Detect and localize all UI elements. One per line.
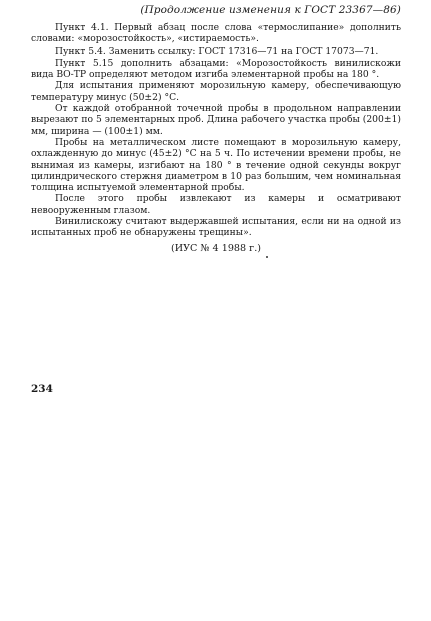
paragraph-samples: От каждой отобранной точечной пробы в продольном направлении вырезают по 5 элементарных проб. Длина рабочего участка пробы (200±1) мм, ширина — (100±1) мм. (31, 103, 401, 137)
paragraph-clause-5-4: Пункт 5.4. Заменить ссылку: ГОСТ 17316—71 на ГОСТ 17073—71. (55, 45, 379, 57)
paragraph-bending: Пробы на металлическом листе помещают в морозильную камеру, охлажденную до минус (45±2) °С на 5 ч. По истечении времени пробы, не вынимая из камеры, изгибают на 180 ° в течение одной секунды вокруг цилиндрического стержня диаметром в 10 раз большим, чем номинальная толщина испытуемой элементарной пробы. (31, 136, 401, 194)
paragraph-clause-4-1: Пункт 4.1. Первый абзац после слова «термослипание» дополнить словами: «морозостойкость», «истираемость». (31, 22, 401, 45)
document-body (31, 22, 401, 254)
speck-mark (266, 256, 268, 258)
source-note: (ИУС № 4 1988 г.) (171, 242, 261, 254)
paragraph-clause-5-15: Пункт 5.15 дополнить абзацами: «Морозостойкость винилискожи вида ВО-ТР определяют методом изгиба элементарной пробы на 180 °. (31, 57, 401, 81)
paragraph-inspection: После этого пробы извлекают из камеры и осматривают невооруженным глазом. (31, 193, 401, 216)
continuation-header: (Продолжение изменения к ГОСТ 23367—86) (140, 4, 401, 16)
paragraph-result: Винилискожу считают выдержавшей испытания, если ни на одной из испытанных проб не обнаружены трещины». (31, 216, 401, 239)
page-number: 234 (31, 383, 53, 395)
paragraph-freezer: Для испытания применяют морозильную камеру, обеспечивающую температуру минус (50±2) °С. (31, 80, 401, 103)
